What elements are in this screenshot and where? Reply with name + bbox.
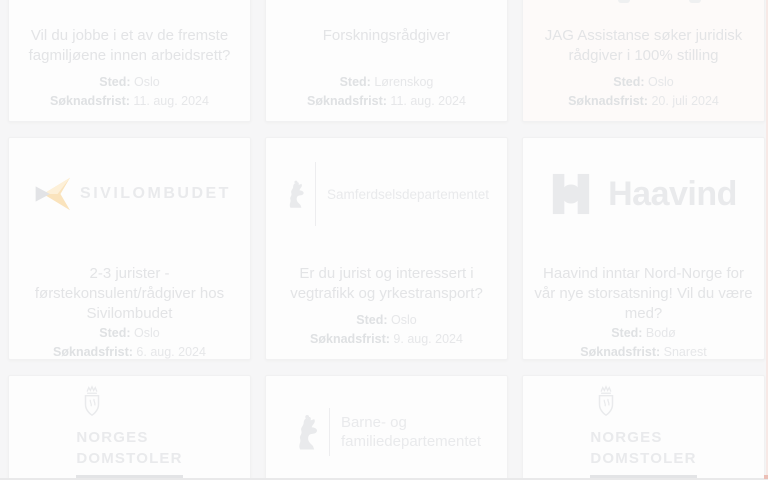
department-name-line: Barne- og <box>340 414 407 431</box>
location-label: Sted: <box>356 313 388 327</box>
norges-domstoler-logo <box>590 385 696 479</box>
location-value: Oslo <box>391 313 417 327</box>
location-row <box>266 311 507 330</box>
deadline-label: Søknadsfrist: <box>50 94 130 108</box>
location-row <box>266 73 507 92</box>
bottom-corner-dot <box>764 475 768 479</box>
wordmark-line: NORGES <box>590 429 663 446</box>
deadline-row <box>523 343 764 362</box>
samferdselsdepartementet-logo <box>284 162 489 226</box>
job-card[interactable] <box>522 137 765 360</box>
company-logo <box>523 0 764 12</box>
haavind-logo <box>550 172 737 216</box>
location-row <box>523 324 764 343</box>
job-meta <box>266 311 507 359</box>
haavind-h-mark-icon <box>550 172 592 216</box>
deadline-value: 6. aug. 2024 <box>136 345 206 359</box>
company-logo <box>9 376 250 480</box>
deadline-label: Søknadsfrist: <box>310 332 390 346</box>
location-label: Sted: <box>613 75 645 89</box>
location-value: Bodø <box>645 326 676 340</box>
location-value: Oslo <box>134 326 160 340</box>
location-label: Sted: <box>99 75 131 89</box>
location-value: Oslo <box>134 75 160 89</box>
department-name <box>327 187 489 202</box>
logo-divider <box>329 408 330 456</box>
job-title[interactable]: Er du jurist og interessert i vegtrafikk og yrkestransport? <box>290 265 483 302</box>
job-cards-grid <box>8 0 765 480</box>
court-crest-icon <box>593 385 619 421</box>
job-meta <box>523 324 764 372</box>
job-title[interactable]: 2-3 jurister - førstekonsulent/rådgiver hos Sivilombudet <box>34 265 225 322</box>
job-meta <box>523 73 764 121</box>
norges-domstoler-wordmark <box>76 427 182 469</box>
haavind-wordmark: Haavind <box>608 174 737 213</box>
deadline-value: 9. aug. 2024 <box>393 332 463 346</box>
job-meta <box>266 73 507 121</box>
partial-logo-sliver <box>689 0 701 3</box>
job-title[interactable]: Haavind inntar Nord-Norge for vår nye storsatsning! Vil du være med? <box>534 265 753 322</box>
job-card[interactable] <box>8 0 251 122</box>
sivilombudet-wordmark: SIVILOMBUDET <box>80 185 231 202</box>
deadline-label: Søknadsfrist: <box>53 345 133 359</box>
deadline-value: Snarest <box>663 345 707 359</box>
norges-domstoler-logo <box>76 385 182 479</box>
deadline-label: Søknadsfrist: <box>307 94 387 108</box>
job-meta <box>9 324 250 372</box>
department-name-line: familiedepartementet <box>340 433 482 450</box>
company-logo <box>266 376 507 480</box>
job-title[interactable]: JAG Assistanse søker juridisk rådgiver i 100% stilling <box>544 27 743 64</box>
deadline-value: 11. aug. 2024 <box>390 94 466 108</box>
wordmark-line: DOMSTOLER <box>590 450 697 467</box>
job-title[interactable]: Vil du jobbe i et av de fremste fagmiljøene innen arbeidsrett? <box>28 27 231 64</box>
location-value: Lørenskog <box>374 75 434 89</box>
job-title[interactable]: Forskningsrådgiver <box>322 27 451 44</box>
location-row <box>9 324 250 343</box>
job-card[interactable] <box>522 0 765 122</box>
norwegian-lion-icon <box>284 179 306 209</box>
deadline-row <box>266 92 507 111</box>
department-name-line: Samferdselsdepartementet <box>326 186 490 202</box>
logo-divider <box>315 162 316 226</box>
department-name <box>341 413 481 451</box>
deadline-label: Søknadsfrist: <box>580 345 661 359</box>
norwegian-lion-icon <box>292 413 320 451</box>
location-row <box>9 73 250 92</box>
wordmark-line: DOMSTOLER <box>76 450 183 467</box>
company-logo <box>9 0 250 12</box>
norges-domstoler-wordmark <box>590 427 696 469</box>
court-crest-icon <box>79 385 105 421</box>
job-card[interactable] <box>265 137 508 360</box>
location-label: Sted: <box>611 326 643 340</box>
deadline-value: 20. juli 2024 <box>651 94 719 108</box>
job-card[interactable] <box>8 137 251 360</box>
location-row <box>523 73 764 92</box>
partial-logo-sliver <box>618 0 630 3</box>
job-card[interactable] <box>265 0 508 122</box>
job-card[interactable] <box>8 375 251 480</box>
sivilombudet-arrows-icon <box>28 177 70 211</box>
wordmark-line: NORGES <box>76 429 149 446</box>
company-logo <box>523 376 764 480</box>
barne-og-familiedepartementet-logo <box>292 408 481 456</box>
location-value: Oslo <box>648 75 674 89</box>
deadline-row <box>266 330 507 349</box>
deadline-row <box>9 92 250 111</box>
job-card[interactable] <box>522 375 765 480</box>
company-logo <box>266 138 507 250</box>
deadline-label: Søknadsfrist: <box>568 94 648 108</box>
location-label: Sted: <box>99 326 131 340</box>
sivilombudet-logo <box>28 177 231 211</box>
job-meta <box>9 73 250 121</box>
job-card[interactable] <box>265 375 508 480</box>
location-label: Sted: <box>339 75 371 89</box>
deadline-value: 11. aug. 2024 <box>133 94 209 108</box>
company-logo <box>266 0 507 12</box>
deadline-row <box>9 343 250 362</box>
deadline-row <box>523 92 764 111</box>
company-logo <box>9 138 250 250</box>
company-logo <box>523 138 764 250</box>
